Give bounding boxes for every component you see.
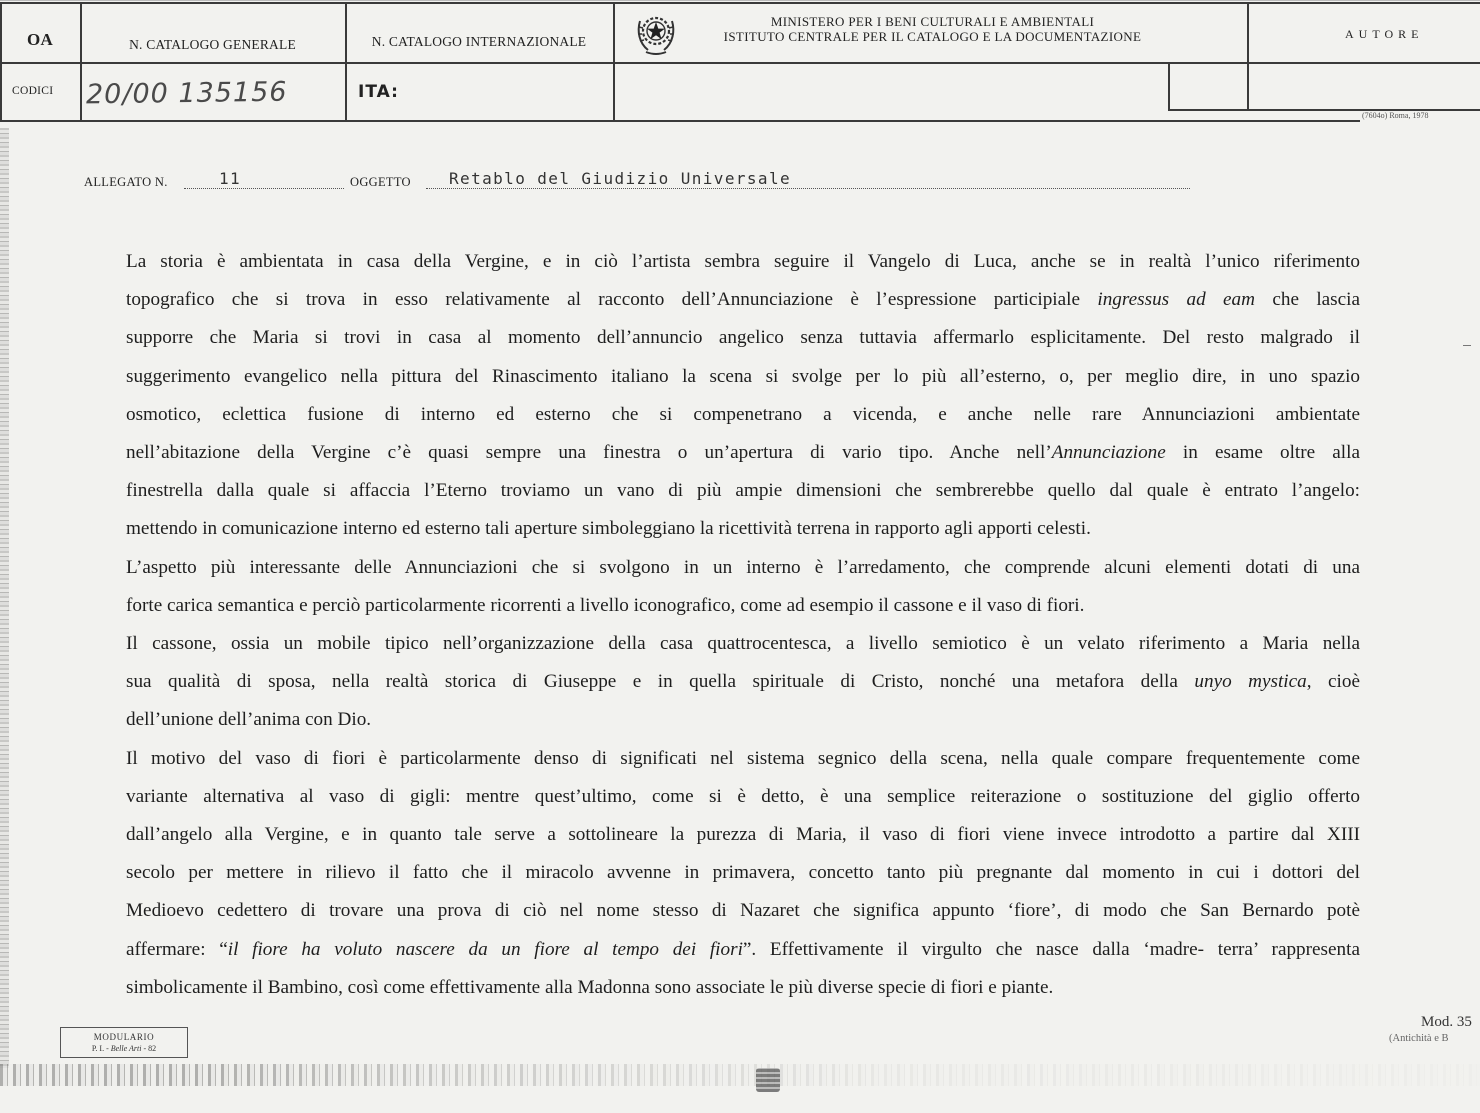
ministero-line-1: MINISTERO PER I BENI CULTURALI E AMBIENTALI [770, 14, 1095, 29]
text-segment: dall’angelo alla Vergine, e in quanto tale serve a sottolineare la purezza di Maria, il vaso di fiori viene invece introdotto a partire dal XIII [126, 824, 1360, 846]
text-segment: affermare: “ [126, 938, 228, 960]
text-segment: dell’unione dell’anima con Dio. [126, 709, 372, 731]
text-segment: ”. Effettivamente il virgulto che nasce dalla ‘madre- terra’ rappresenta [742, 938, 1360, 960]
text-segment: mettendo in comunicazione interno ed esterno tali aperture simboleggiano la ricettività terrena in rapporto agli apporti celesti. [126, 518, 1091, 540]
modulario-stamp [60, 1027, 188, 1058]
oa-label: OA [27, 30, 53, 49]
text-segment: Medioevo cedettero di trovare una prova di ciò nel nome stesso di Nazaret che significa appunto ‘fiore’, di modo che San Bernardo potè [126, 900, 1360, 922]
text-line [126, 701, 1360, 739]
paragraph [126, 625, 1360, 740]
text-segment: supporre che Maria si trovi in casa al momento dell’annuncio angelico senza tuttavia affermarlo esplicitamente. Del resto malgrado il [126, 327, 1360, 349]
text-segment: in esame oltre alla [1165, 442, 1360, 464]
text-segment: , cioè [1306, 671, 1360, 693]
italic-text-segment: unyo mystica [1194, 671, 1307, 693]
text-line [126, 549, 1360, 587]
text-line [126, 969, 1360, 1007]
scan-noise-bottom-strip [0, 1064, 1480, 1086]
modulario-prefix: P. I. - [91, 1044, 111, 1053]
text-line [126, 663, 1360, 701]
text-segment: La storia è ambientata in casa della Vergine, e in ciò l’artista sembra seguire il Vangelo di Luca, anche se in realtà l’unico riferimento [126, 251, 1360, 272]
paragraph [126, 549, 1360, 625]
text-segment: secolo per mettere in rilievo il fatto che il miracolo avvenne in primavera, concetto tanto più pregnante dal momento in cui i dottori del [126, 862, 1360, 884]
text-line [126, 396, 1360, 434]
oggetto-value: Retablo del Giudizio Universale [449, 170, 792, 188]
column-rule [613, 2, 615, 122]
text-line [126, 281, 1360, 319]
text-line [126, 319, 1360, 357]
table-top-rule [0, 2, 1480, 4]
text-line [126, 816, 1360, 854]
paragraph [126, 243, 1360, 549]
text-segment: Il motivo del vaso di fiori è particolarmente denso di significati nel sistema segnico della scena, nella quale compare frequentemente come [126, 747, 1360, 769]
oggetto-label: OGGETTO [350, 175, 411, 189]
text-segment: sua qualità di sposa, nella realtà storica di Giuseppe e in quella spirituale di Cristo, nonché una metafora della [126, 671, 1195, 693]
text-segment: suggerimento evangelico nella pittura del Rinascimento italiano la scena si svolge per lo più all’esterno, o, per meglio dire, in uno spazio [126, 365, 1360, 387]
allegato-number: 11 [219, 170, 242, 188]
table-bottom-rule-right [1168, 109, 1480, 111]
text-segment: topografico che si trova in esso relativamente al racconto dell’Annunciazione è l’espressione participiale [126, 289, 1098, 311]
text-line [126, 434, 1360, 472]
text-line [126, 243, 1360, 281]
text-line [126, 587, 1360, 625]
mod-note: (Antichità e B [1389, 1033, 1449, 1044]
text-line [126, 510, 1360, 548]
column-rule [80, 2, 82, 122]
ministero-line-2: ISTITUTO CENTRALE PER IL CATALOGO E LA DOCUMENTAZIONE [723, 29, 1142, 44]
scan-top-edge [0, 0, 1480, 1]
text-line [126, 740, 1360, 778]
catalogo-generale-label: N. CATALOGO GENERALE [129, 37, 296, 52]
italic-text-segment: il fiore ha voluto nascere da un fiore al tempo dei fiori [227, 938, 743, 960]
text-segment: finestrella dalla quale si affaccia l’Eterno troviamo un vano di più ampie dimensioni che sembrerebbe quello dal quale è entrato l’angelo: [126, 480, 1360, 502]
scan-noise-left-edge [0, 128, 9, 1068]
column-rule [1168, 62, 1170, 111]
autore-label: AUTORE [1345, 27, 1424, 41]
table-left-rule [0, 2, 2, 122]
text-segment: L’aspetto più interessante delle Annunciazioni che si svolgono in un interno è l’arredamento, che comprende alcuni elementi dotati di una [126, 556, 1360, 578]
mod-number: Mod. 35 [1421, 1014, 1472, 1030]
italic-text-segment: Annunciazione [1051, 442, 1166, 464]
print-note: (7604o) Roma, 1978 [1362, 111, 1429, 120]
codici-label: CODICI [12, 85, 54, 97]
text-line [126, 472, 1360, 510]
text-segment: forte carica semantica e perciò particolarmente ricorrenti a livello iconografico, come ad esempio il cassone e il vaso di fiori. [126, 594, 1085, 616]
modulario-line-1: MODULARIO [93, 1032, 155, 1042]
column-rule [1247, 2, 1249, 111]
modulario-suffix: - 82 [141, 1044, 157, 1053]
text-line [126, 778, 1360, 816]
table-bottom-rule [0, 120, 1360, 122]
catalogo-internazionale-label: N. CATALOGO INTERNAZIONALE [371, 34, 587, 49]
margin-mark [1463, 345, 1471, 346]
italian-state-emblem-icon [634, 9, 678, 57]
text-segment: simbolicamente il Bambino, così come effettivamente alla Madonna sono associate le più diverse specie di fiori e piante. [126, 976, 1054, 998]
text-line [126, 854, 1360, 892]
text-segment: variante alternativa al vaso di gigli: mentre quest’ultimo, come si è detto, è una semplice reiterazione o sostituzione del giglio offerto [126, 785, 1360, 807]
modulario-line-2 [61, 1043, 187, 1054]
text-segment: nell’abitazione della Vergine c’è quasi sempre una finestra o un’apertura di vario tipo. Anche nell’ [126, 442, 1052, 464]
text-segment: Il cassone, ossia un mobile tipico nell’organizzazione della casa quattrocentesca, a livello semiotico è un velato riferimento a Maria nella [126, 633, 1360, 655]
text-segment: osmotico, eclettica fusione di interno ed esterno che si compenetrano a vicenda, e anche nelle rare Annunciazioni ambientate [126, 403, 1360, 425]
paragraph [126, 740, 1360, 1007]
ita-label: ITA: [358, 82, 399, 102]
text-line [126, 358, 1360, 396]
text-segment: che lascia [1255, 289, 1360, 311]
text-line [126, 931, 1360, 969]
allegato-label: ALLEGATO N. [84, 175, 168, 189]
body-text [126, 243, 1360, 1007]
allegato-number-field [184, 170, 344, 189]
text-line [126, 625, 1360, 663]
oggetto-field [426, 170, 1190, 189]
table-row-rule [0, 62, 1480, 64]
column-rule [345, 2, 347, 122]
italic-text-segment: ingressus ad eam [1097, 289, 1255, 311]
scan-noise-blob [756, 1068, 780, 1092]
text-line [126, 892, 1360, 930]
codici-value-handwritten: 20/00 135156 [85, 76, 288, 111]
modulario-italic: Belle Arti [110, 1044, 142, 1053]
